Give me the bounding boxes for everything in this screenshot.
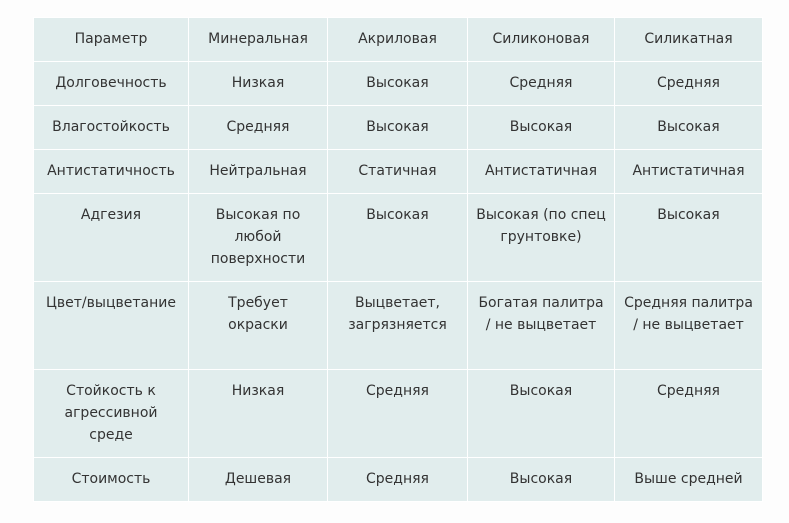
table-cell: Высокая	[328, 106, 468, 150]
header-cell-parameter: Параметр	[34, 18, 189, 62]
table-cell: Средняя	[615, 62, 763, 106]
table-cell: Высокая	[328, 194, 468, 282]
table-cell: Средняя	[328, 458, 468, 502]
comparison-table	[33, 17, 763, 502]
table-cell: Выше средней	[615, 458, 763, 502]
row-label: Стойкость к агрессивной среде	[34, 370, 189, 458]
table-row	[34, 194, 763, 282]
table-header-row	[34, 18, 763, 62]
table-cell: Антистатичная	[468, 150, 615, 194]
table-cell: Антистатичная	[615, 150, 763, 194]
row-label: Адгезия	[34, 194, 189, 282]
table-cell: Высокая по любой поверхности	[189, 194, 328, 282]
table-cell: Высокая	[615, 106, 763, 150]
table-cell: Требует окраски	[189, 282, 328, 370]
table-cell: Средняя	[328, 370, 468, 458]
table-cell: Высокая	[615, 194, 763, 282]
table-cell: Высокая	[468, 370, 615, 458]
table-cell: Средняя	[615, 370, 763, 458]
table-cell: Богатая палитра / не выцветает	[468, 282, 615, 370]
table-row	[34, 458, 763, 502]
table-cell: Высокая	[468, 106, 615, 150]
table-cell: Низкая	[189, 62, 328, 106]
table-row	[34, 282, 763, 370]
header-cell-silicone: Силиконовая	[468, 18, 615, 62]
header-cell-acrylic: Акриловая	[328, 18, 468, 62]
table-cell: Средняя палитра / не выцветает	[615, 282, 763, 370]
table-row	[34, 62, 763, 106]
table-cell: Нейтральная	[189, 150, 328, 194]
table-row	[34, 150, 763, 194]
table-cell: Статичная	[328, 150, 468, 194]
table-row	[34, 106, 763, 150]
table-cell: Высокая (по спец грунтовке)	[468, 194, 615, 282]
table-cell: Выцветает, загрязняется	[328, 282, 468, 370]
table-cell: Дешевая	[189, 458, 328, 502]
table-cell: Средняя	[189, 106, 328, 150]
table-cell: Высокая	[468, 458, 615, 502]
table-cell: Низкая	[189, 370, 328, 458]
table-cell: Высокая	[328, 62, 468, 106]
row-label: Стоимость	[34, 458, 189, 502]
header-cell-silicate: Силикатная	[615, 18, 763, 62]
header-cell-mineral: Минеральная	[189, 18, 328, 62]
table-cell: Средняя	[468, 62, 615, 106]
row-label: Цвет/выцветание	[34, 282, 189, 370]
row-label: Долговечность	[34, 62, 189, 106]
row-label: Влагостойкость	[34, 106, 189, 150]
table-row	[34, 370, 763, 458]
row-label: Антистатичность	[34, 150, 189, 194]
